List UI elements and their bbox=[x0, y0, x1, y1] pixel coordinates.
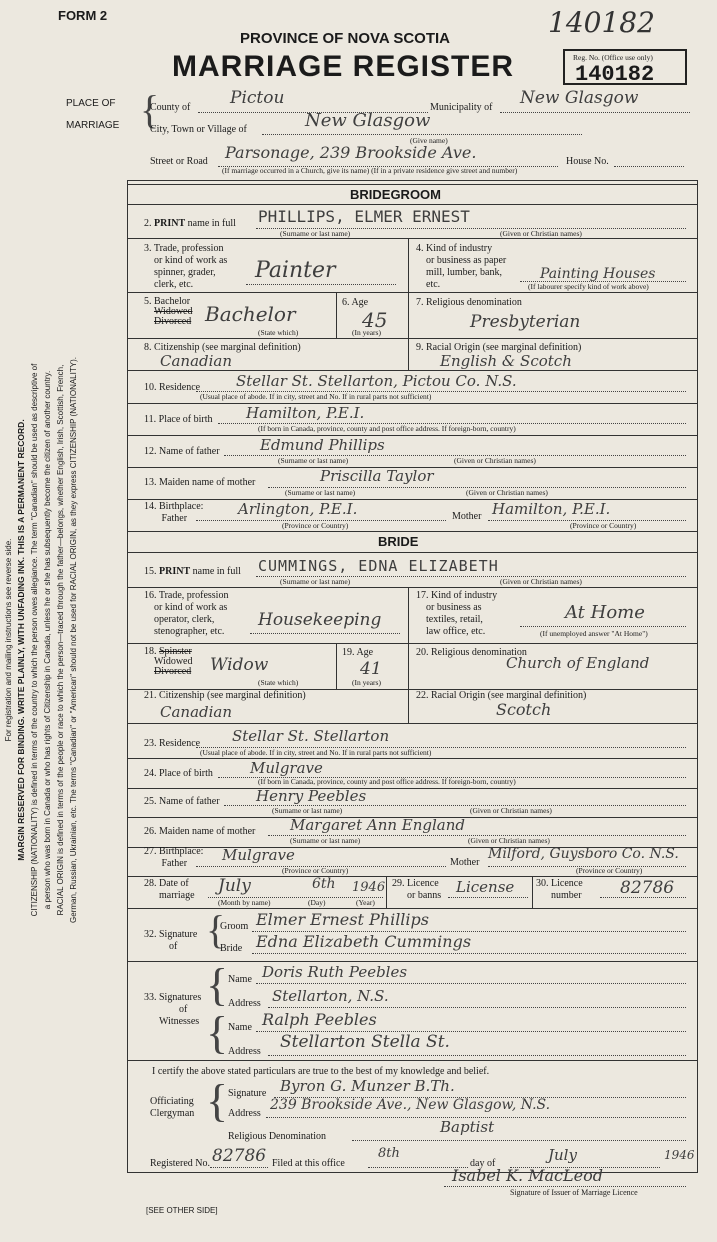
issuer-signature: Isabel K. MacLeod bbox=[452, 1166, 603, 1185]
corner-number: 140182 bbox=[548, 6, 655, 39]
f27-father-value: Mulgrave bbox=[222, 846, 295, 864]
f33-brace-2: { bbox=[206, 1007, 229, 1058]
f23-caption: (Usual place of abode. If in city, street and No. If in rural parts not sufficient) bbox=[200, 748, 432, 757]
f5-label: 5. Bachelor Widowed Divorced bbox=[144, 296, 193, 327]
place-label-2: MARRIAGE bbox=[66, 120, 120, 131]
f22-label: 22. Racial Origin (see marginal definition) bbox=[416, 690, 587, 701]
f15-value: CUMMINGS, EDNA ELIZABETH bbox=[258, 557, 499, 575]
f11-value: Hamilton, P.E.I. bbox=[246, 404, 365, 422]
f6-caption: (In years) bbox=[352, 328, 381, 337]
groom-signature: Elmer Ernest Phillips bbox=[256, 910, 429, 929]
f14-mother-label: Mother bbox=[452, 511, 482, 522]
county-label: County of bbox=[150, 102, 191, 113]
clergy-sig-label: Signature bbox=[228, 1088, 267, 1099]
bride-signature: Edna Elizabeth Cummings bbox=[256, 932, 472, 951]
f26-cap-given: (Given or Christian names) bbox=[468, 836, 550, 845]
f12-cap-surname: (Surname or last name) bbox=[278, 456, 349, 465]
street-value: Parsonage, 239 Brookside Ave. bbox=[225, 143, 477, 162]
f22-value: Scotch bbox=[496, 700, 552, 719]
margin-line-3: CITIZENSHIP (NATIONALITY) is defined in terms of the country to which the person owes allegiance. The term "Canadian" should be used as descriptive of bbox=[30, 363, 39, 917]
witness-2-address: Stellarton Stella St. bbox=[280, 1032, 450, 1052]
f15-cap-given: (Given or Christian names) bbox=[500, 577, 582, 586]
see-other-side: [SEE OTHER SIDE] bbox=[146, 1206, 218, 1215]
bride-heading: BRIDE bbox=[378, 534, 419, 549]
clergy-signature: Byron G. Munzer B.Th. bbox=[280, 1077, 455, 1095]
f2-cap-surname: (Surname or last name) bbox=[280, 229, 351, 238]
f15-cap-surname: (Surname or last name) bbox=[280, 577, 351, 586]
f3-label: 3. Trade, profession or kind of work as spinner, grader, clerk, etc. bbox=[144, 243, 228, 290]
f5-value: Bachelor bbox=[205, 302, 296, 326]
reg-no-box bbox=[563, 49, 687, 85]
f27-label: 27. Birthplace: Father bbox=[144, 846, 204, 869]
f21-label: 21. Citizenship (see marginal definition) bbox=[144, 690, 306, 701]
city-label: City, Town or Village of bbox=[150, 124, 247, 135]
f23-value: Stellar St. Stellarton bbox=[232, 727, 390, 745]
f17-caption: (If unemployed answer "At Home") bbox=[540, 629, 648, 638]
f9-value: English & Scotch bbox=[440, 352, 572, 370]
county-value: Pictou bbox=[230, 88, 285, 108]
f7-value: Presbyterian bbox=[470, 312, 581, 332]
f10-caption: (Usual place of abode. If in city, street and No. If in rural parts not sufficient) bbox=[200, 392, 432, 401]
f14-label: 14. Birthplace: Father bbox=[144, 501, 204, 524]
witness-1-name: Doris Ruth Peebles bbox=[262, 963, 408, 981]
f12-value: Edmund Phillips bbox=[260, 436, 385, 454]
give-name-caption: (Give name) bbox=[410, 136, 448, 145]
f13-value: Priscilla Taylor bbox=[320, 467, 434, 485]
f10-label: 10. Residence bbox=[144, 382, 201, 393]
f17-label: 17. Kind of industry or business as textiles, retail, law office, etc. bbox=[416, 590, 498, 637]
day-of-label: day of bbox=[470, 1158, 496, 1169]
f28-year: 1946 bbox=[352, 880, 386, 895]
f2-label: 2. PRINT name in full bbox=[144, 218, 236, 229]
issuer-caption: Signature of Issuer of Marriage Licence bbox=[510, 1188, 638, 1197]
clergy-brace: { bbox=[206, 1075, 229, 1126]
registered-label: Registered No. bbox=[150, 1158, 210, 1169]
f13-cap-given: (Given or Christian names) bbox=[466, 488, 548, 497]
f32-label: 32. Signature of bbox=[144, 929, 198, 952]
f19-label: 19. Age bbox=[342, 647, 374, 658]
f11-label: 11. Place of birth bbox=[144, 414, 213, 425]
margin-line-1: For registration and mailing instructions see reverse side. bbox=[4, 538, 13, 742]
f27-mother-value: Milford, Guysboro Co. N.S. bbox=[488, 846, 679, 862]
f25-label: 25. Name of father bbox=[144, 796, 220, 807]
f14-cap-father: (Province or Country) bbox=[282, 521, 349, 530]
page-title: MARRIAGE REGISTER bbox=[172, 50, 515, 83]
clergy-denomination-label: Religious Denomination bbox=[228, 1131, 327, 1142]
f10-value: Stellar St. Stellarton, Pictou Co. N.S. bbox=[236, 372, 517, 390]
f28-day: 6th bbox=[312, 876, 336, 892]
province-title: PROVINCE OF NOVA SCOTIA bbox=[240, 30, 451, 47]
clergy-address: 239 Brookside Ave., New Glasgow, N.S. bbox=[270, 1097, 551, 1113]
f16-label: 16. Trade, profession or kind of work as operator, clerk, stenographer, etc. bbox=[144, 590, 229, 637]
f3-value: Painter bbox=[255, 258, 336, 283]
f27-cap-mother: (Province or Country) bbox=[576, 866, 643, 875]
f6-value: 45 bbox=[362, 308, 388, 332]
clergy-denomination: Baptist bbox=[440, 1118, 495, 1136]
w2-address-label: Address bbox=[228, 1046, 261, 1057]
filed-year: 1946 bbox=[664, 1148, 695, 1162]
f30-value: 82786 bbox=[620, 878, 675, 898]
f18-label: 18. Spinster Widowed Divorced bbox=[144, 646, 193, 677]
f30-label: 30. Licence number bbox=[536, 878, 583, 901]
f29-value: License bbox=[456, 878, 515, 896]
f12-cap-given: (Given or Christian names) bbox=[454, 456, 536, 465]
f28-month: July bbox=[218, 876, 251, 896]
witness-1-address: Stellarton, N.S. bbox=[272, 987, 389, 1005]
f25-cap-given: (Given or Christian names) bbox=[470, 806, 552, 815]
f33-label: 33. Signatures of Witnesses bbox=[144, 992, 202, 1027]
f13-label: 13. Maiden name of mother bbox=[144, 477, 256, 488]
f28-cap-day: (Day) bbox=[308, 898, 326, 907]
f12-label: 12. Name of father bbox=[144, 446, 220, 457]
reg-no-value: 140182 bbox=[575, 62, 655, 87]
registered-value: 82786 bbox=[212, 1146, 267, 1166]
form-number: FORM 2 bbox=[58, 8, 108, 23]
f27-cap-father: (Province or Country) bbox=[282, 866, 349, 875]
f2-cap-given: (Given or Christian names) bbox=[500, 229, 582, 238]
margin-line-6: German, Russian, Ukrainian, etc. The terms "Canadian" or "American" should not be used for RACIAL ORIGIN, as they express CITIZENSHIP (NATIONALITY). bbox=[69, 357, 78, 923]
f11-caption: (If born in Canada, province, county and post office address. If foreign-born, country) bbox=[258, 424, 516, 433]
filed-label: Filed at this office bbox=[272, 1158, 345, 1169]
clergy-address-label: Address bbox=[228, 1108, 261, 1119]
f4-value: Painting Houses bbox=[540, 266, 656, 282]
f20-label: 20. Religious denomination bbox=[416, 647, 527, 658]
f18-value: Widow bbox=[210, 655, 269, 675]
f19-caption: (In years) bbox=[352, 678, 381, 687]
city-value: New Glasgow bbox=[305, 110, 431, 131]
f18-caption: (State which) bbox=[258, 678, 299, 687]
margin-line-2: MARGIN RESERVED FOR BINDING. WRITE PLAINLY, WITH UNFADING INK. THIS IS A PERMANENT RECORD. bbox=[16, 419, 26, 861]
witness-2-name: Ralph Peebles bbox=[262, 1010, 377, 1029]
f6-label: 6. Age bbox=[342, 297, 369, 308]
certify-text: I certify the above stated particulars are true to the best of my knowledge and belief. bbox=[152, 1066, 490, 1077]
f24-caption: (If born in Canada, province, county and post office address. If foreign-born, country) bbox=[258, 777, 516, 786]
f7-label: 7. Religious denomination bbox=[416, 297, 522, 308]
reg-no-label: Reg. No. (Office use only) bbox=[573, 53, 653, 62]
f8-value: Canadian bbox=[160, 352, 233, 370]
f4-label: 4. Kind of industry or business as paper mill, lumber, bank, etc. bbox=[416, 243, 507, 290]
f13-cap-surname: (Surname or last name) bbox=[285, 488, 356, 497]
f32-brace: { bbox=[206, 907, 226, 952]
f26-value: Margaret Ann England bbox=[290, 816, 465, 834]
f8-label: 8. Citizenship (see marginal definition) bbox=[144, 342, 301, 353]
f9-label: 9. Racial Origin (see marginal definition) bbox=[416, 342, 582, 353]
f4-caption: (If labourer specify kind of work above) bbox=[528, 282, 649, 291]
f2-value: PHILLIPS, ELMER ERNEST bbox=[258, 207, 470, 226]
f32-groom-label: Groom bbox=[220, 921, 249, 932]
f24-label: 24. Place of birth bbox=[144, 768, 213, 779]
f16-value: Housekeeping bbox=[258, 610, 382, 630]
f20-value: Church of England bbox=[506, 654, 650, 672]
f24-value: Mulgrave bbox=[250, 759, 323, 777]
f14-mother-value: Hamilton, P.E.I. bbox=[492, 500, 611, 518]
f26-cap-surname: (Surname or last name) bbox=[290, 836, 361, 845]
f14-cap-mother: (Province or Country) bbox=[570, 521, 637, 530]
margin-line-5: RACIAL ORIGIN is defined in terms of the people or race to which the person—traced through the father—belongs, whether English, Irish, Scottish, French, bbox=[56, 364, 65, 916]
place-note: (If marriage occurred in a Church, give its name) (If in a private residence give street and number) bbox=[222, 166, 518, 175]
place-brace: { bbox=[140, 87, 160, 132]
f32-bride-label: Bride bbox=[220, 943, 243, 954]
filed-month: July bbox=[548, 1146, 577, 1164]
w1-name-label: Name bbox=[228, 974, 252, 985]
filed-day: 8th bbox=[378, 1146, 400, 1161]
street-label: Street or Road bbox=[150, 156, 208, 167]
f25-value: Henry Peebles bbox=[256, 787, 367, 805]
f28-cap-month: (Month by name) bbox=[218, 898, 271, 907]
f5-caption: (State which) bbox=[258, 328, 299, 337]
margin-line-4: a person who was born in Canada or who has rights of Citizenship in Canada, unless he or she has subsequently become the citizen of another country. bbox=[43, 370, 52, 910]
f17-value: At Home bbox=[565, 602, 645, 623]
f33-brace-1: { bbox=[206, 959, 229, 1010]
f14-father-value: Arlington, P.E.I. bbox=[238, 500, 358, 518]
f29-label: 29. Licence or banns bbox=[392, 878, 442, 901]
f28-label: 28. Date of marriage bbox=[144, 878, 195, 901]
f26-label: 26. Maiden name of mother bbox=[144, 826, 256, 837]
place-label-1: PLACE OF bbox=[66, 98, 116, 109]
municipality-label: Municipality of bbox=[430, 102, 493, 113]
house-label: House No. bbox=[566, 156, 609, 167]
f21-value: Canadian bbox=[160, 703, 233, 721]
f28-cap-year: (Year) bbox=[356, 898, 375, 907]
f23-label: 23. Residence bbox=[144, 738, 201, 749]
f15-label: 15. PRINT name in full bbox=[144, 566, 241, 577]
w1-address-label: Address bbox=[228, 998, 261, 1009]
f25-cap-surname: (Surname or last name) bbox=[272, 806, 343, 815]
municipality-value: New Glasgow bbox=[520, 88, 639, 108]
w2-name-label: Name bbox=[228, 1022, 252, 1033]
clergy-label: Officiating Clergyman bbox=[150, 1096, 195, 1119]
f27-mother-label: Mother bbox=[450, 857, 480, 868]
f19-value: 41 bbox=[360, 659, 382, 679]
bridegroom-heading: BRIDEGROOM bbox=[350, 187, 441, 202]
